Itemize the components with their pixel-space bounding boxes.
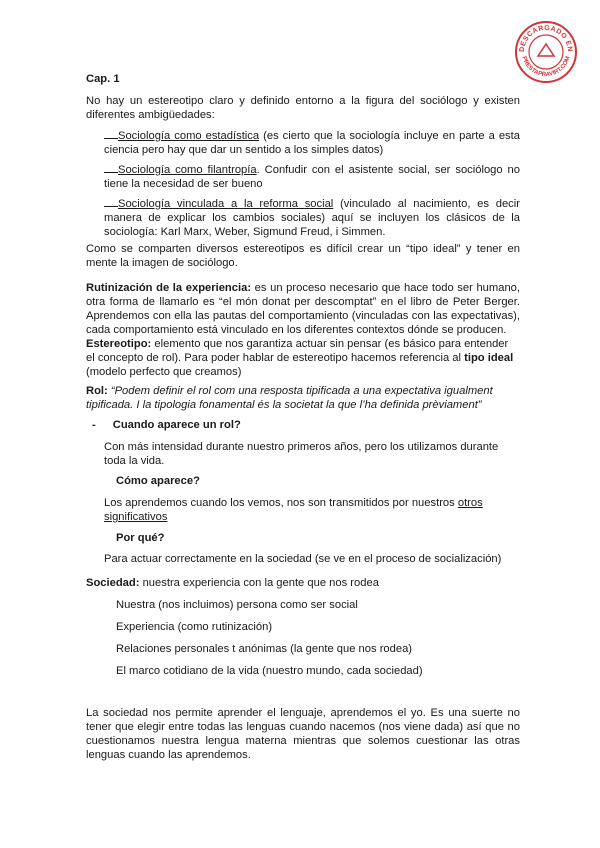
underline-lead: [104, 162, 118, 173]
sociedad-item: Nuestra (nos incluimos) persona como ser social: [116, 599, 358, 611]
estereotipo-text: elemento que nos garantiza actuar sin pensar (es básico para entender el concepto de rol). Para poder hablar de estereotipo hacemos referencia al: [86, 338, 509, 364]
answer-how-text: Los aprendemos cuando los vemos, nos son transmitidos por nuestros: [104, 497, 458, 509]
ambiguity-title: Sociología vinculada a la reforma social: [118, 198, 334, 210]
ambiguity-title: Sociología como filantropía: [118, 164, 257, 176]
bullet-dash: -: [92, 419, 96, 431]
estereotipo-term: Estereotipo:: [86, 338, 152, 350]
answer-how-term: otros significativos: [104, 497, 483, 523]
question-when: [92, 418, 526, 432]
sociedad-text: nuestra experiencia con la gente que nos rodea: [139, 577, 379, 589]
rol-term: Rol:: [86, 385, 108, 397]
rol-paragraph: [86, 384, 520, 412]
download-stamp-logo: [514, 20, 578, 84]
ambiguity-item: [104, 162, 520, 191]
question-how: Cómo aparece?: [116, 475, 200, 487]
estereotipo-after: (modelo perfecto que creamos): [86, 366, 242, 378]
ambiguity-item: [104, 196, 520, 239]
sociedad-item: Experiencia (como rutinización): [116, 621, 273, 633]
sociedad-term: Sociedad:: [86, 577, 140, 589]
underline-lead: [104, 196, 118, 207]
sociedad-item: Relaciones personales t anónimas (la gente que nos rodea): [116, 643, 413, 655]
ambiguity-text: (vinculado al nacimiento, es decir manera de explicar los cambios sociales) aquí se incluyen los clásicos de la sociología: Karl Marx, Weber, Sigmund Freud, i Simmen.: [104, 198, 520, 238]
chapter-heading: Cap. 1: [86, 73, 120, 85]
closing-paragraph: La sociedad nos permite aprender el lenguaje, aprendemos el yo. Es una suerte no tener que elegir entre todas las lenguas cuando nacemos (nos viene dada) así que no cuestionamos nuestra lengua materna mientras que solemos cuestionar las otras lenguas cuando las aprendemos.: [86, 707, 520, 761]
rutinizacion-paragraph: [86, 281, 520, 337]
rol-quote: “Podem definir el rol com una resposta tipificada a una expectativa igualment tipificada. I la tipologia fonamental és la societat la que l’ha definida prèviament”: [86, 385, 493, 411]
question-when-text: Cuando aparece un rol?: [112, 419, 241, 431]
ambiguity-title: Sociología como estadística: [118, 130, 260, 142]
rutinizacion-term: Rutinización de la experiencia:: [86, 282, 252, 294]
question-why: Por qué?: [116, 532, 165, 544]
stamp-emblem-icon: [538, 44, 554, 56]
sociedad-paragraph: [86, 576, 520, 590]
tipo-ideal-term: tipo ideal: [464, 352, 514, 364]
rutinizacion-text: es un proceso necesario que hace todo ser humano, otra forma de llamarlo es “el món donat per descomptat” en el libro de Peter Berger. Aprendemos con ella las pautas del comportamiento (vinculadas con las expectativas), cada comportamiento está vinculado en los diferentes contextos dónde se producen.: [86, 282, 521, 336]
stereotypes-paragraph: Como se comparten diversos estereotipos es difícil crear un “tipo ideal” y tener en mente la imagen de sociólogo.: [86, 243, 520, 269]
ambiguity-item: [104, 128, 520, 157]
answer-when: Con más intensidad durante nuestro primeros años, pero los utilizamos durante toda la vida.: [104, 441, 499, 467]
underline-lead: [104, 128, 118, 139]
sociedad-item: El marco cotidiano de la vida (nuestro mundo, cada sociedad): [116, 665, 423, 677]
answer-how: [104, 496, 510, 524]
intro-paragraph: No hay un estereotipo claro y definido entorno a la figura del sociólogo y existen diferentes ambigüedades:: [86, 95, 520, 121]
ambiguity-text: (es cierto que la sociología incluye en parte a esta ciencia pero hay que dar un sentido a los simples datos): [104, 130, 520, 156]
answer-why: Para actuar correctamente en la sociedad (se ve en el proceso de socialización): [104, 553, 502, 565]
estereotipo-paragraph: [86, 337, 520, 379]
ambiguity-text: . Confudir con el asistente social, ser sociólogo no tiene la necesidad de ser bueno: [104, 164, 520, 190]
stamp-top-text: DESCARGADO EN: [518, 24, 574, 53]
svg-text:PRESTAPRAVIRT.COM: [521, 56, 572, 78]
stamp-bottom-text: PRESTAPRAVIRT.COM: [520, 55, 572, 79]
